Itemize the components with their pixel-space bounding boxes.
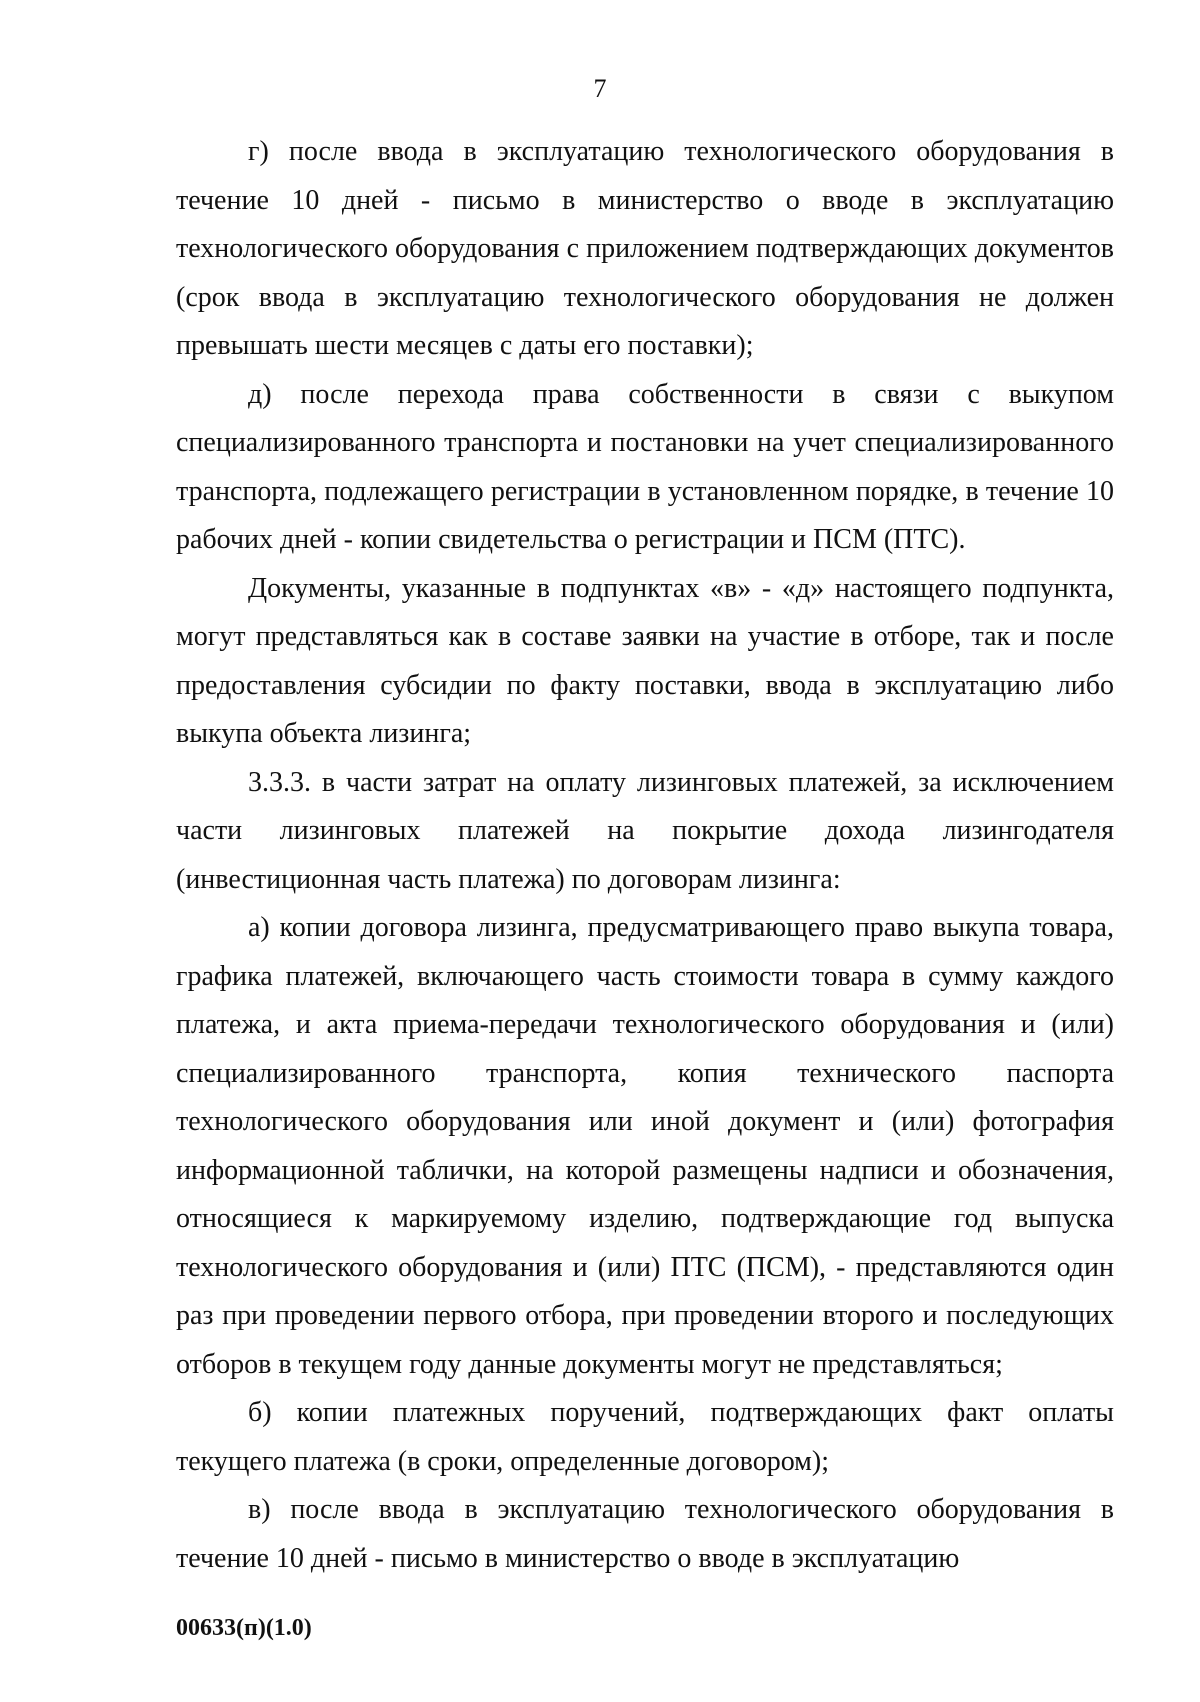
document-code: 00633(п)(1.0) (176, 1615, 312, 1641)
paragraph-b-payment-orders: б) копии платежных поручений, подтверждающих факт оплаты текущего платежа (в сроки, определенные договором); (176, 1397, 1114, 1477)
paragraph-3-3-3-leasing-costs: 3.3.3. в части затрат на оплату лизинговых платежей, за исключением части лизинговых платежей на покрытие дохода лизингодателя (инвестиционная часть платежа) по договорам лизинга: (176, 766, 1114, 895)
paragraph-g-commissioning-letter: г) после ввода в эксплуатацию технологического оборудования в течение 10 дней - письмо в министерство о вводе в эксплуатацию технологического оборудования с приложением подтверждающих документов (срок ввода в эксплуатацию технологического оборудования не должен превышать шести месяцев с даты его поставки); (176, 136, 1114, 361)
paragraph-d-ownership-transfer: д) после перехода права собственности в связи с выкупом специализированного транспорта и постановки на учет специализированного транспорта, подлежащего регистрации в установленном порядке, в течение 10 рабочих дней - копии свидетельства о регистрации и ПСМ (ПТС). (176, 378, 1114, 555)
document-body (176, 128, 1114, 1583)
paragraph-v-commissioning-letter: в) после ввода в эксплуатацию технологического оборудования в течение 10 дней - письмо в министерство о вводе в эксплуатацию (176, 1494, 1114, 1574)
paragraph-a-leasing-contract-copies: а) копии договора лизинга, предусматривающего право выкупа товара, графика платежей, включающего часть стоимости товара в сумму каждого платежа, и акта приема-передачи технологического оборудования и (или) специализированного транспорта, копия технического паспорта технологического оборудования или иной документ и (или) фотография информационной таблички, на которой размещены надписи и обозначения, относящиеся к маркируемому изделию, подтверждающие год выпуска технологического оборудования и (или) ПТС (ПСМ), - представляются один раз при проведении первого отбора, при проведении второго и последующих отборов в текущем году данные документы могут не представляться; (176, 912, 1114, 1380)
page-number: 7 (593, 74, 607, 103)
paragraph-documents-submission: Документы, указанные в подпунктах «в» - «д» настоящего подпункта, могут представляться как в составе заявки на участие в отборе, так и после предоставления субсидии по факту поставки, ввода в эксплуатацию либо выкупа объекта лизинга; (176, 572, 1114, 749)
